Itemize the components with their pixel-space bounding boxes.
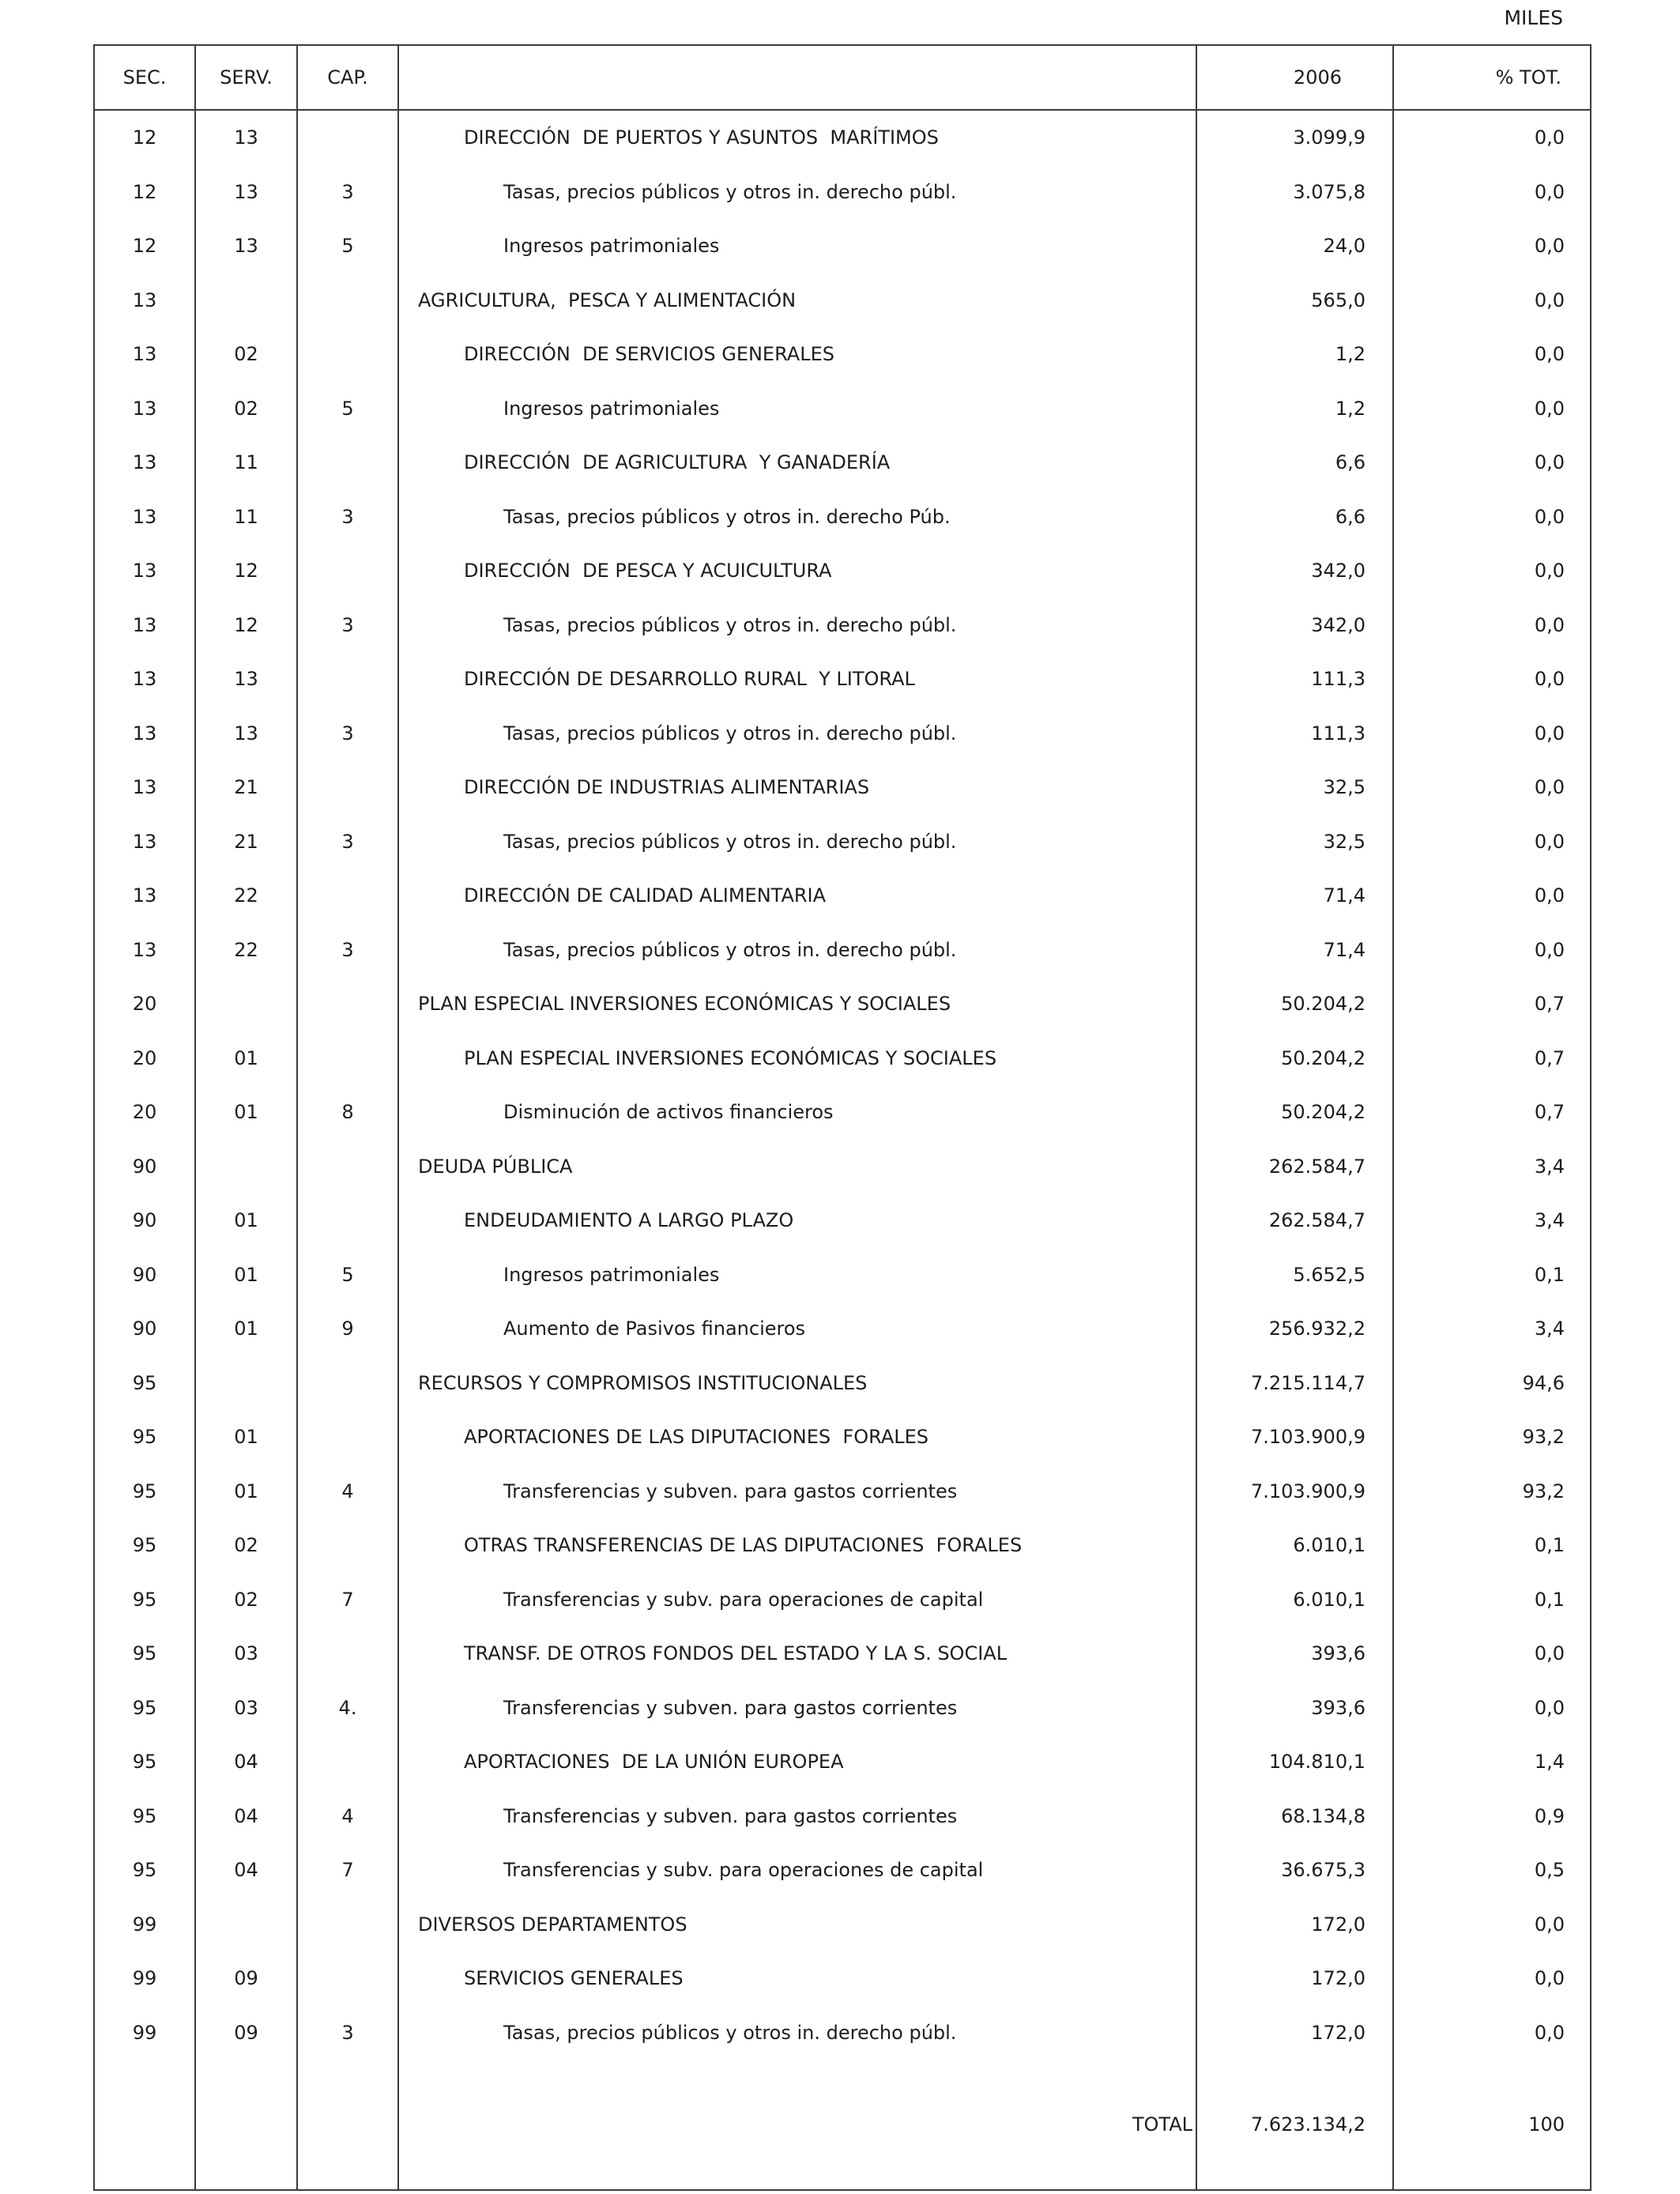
cell-sec: 90 — [95, 1248, 196, 1302]
cell-serv: 21 — [196, 815, 298, 869]
cell-serv: 04 — [196, 1735, 298, 1789]
cell-sec: 20 — [95, 977, 196, 1031]
cell-sec: 95 — [95, 1627, 196, 1681]
cell-cap: 3 — [298, 2006, 399, 2060]
cell-sec: 20 — [95, 1085, 196, 1140]
cell-percent-total: 0,7 — [1534, 1046, 1565, 1069]
cell-cap — [298, 760, 399, 815]
table-row — [95, 219, 1590, 273]
cell-cap — [298, 1356, 399, 1411]
cell-percent-total: 0,0 — [1534, 180, 1565, 203]
cell-sec: 95 — [95, 1789, 196, 1844]
table-row — [95, 435, 1590, 490]
cell-amount-2006: 256.932,2 — [1197, 1302, 1394, 1356]
cell-sec: 95 — [95, 1410, 196, 1465]
cell-description: SERVICIOS GENERALES — [399, 1951, 1197, 2006]
cell-sec: 90 — [95, 1302, 196, 1356]
cell-percent-total: 0,1 — [1534, 1534, 1565, 1557]
cell-serv: 03 — [196, 1627, 298, 1681]
cell-cap — [298, 652, 399, 707]
cell-description: Tasas, precios públicos y otros in. derecho públ. — [399, 707, 1197, 761]
cell-percent-total: 0,0 — [1534, 938, 1565, 961]
cell-percent-total: 0,0 — [1534, 343, 1565, 366]
table-row — [95, 111, 1590, 165]
cell-amount-2006: 1,2 — [1197, 382, 1394, 436]
table-row — [95, 1573, 1590, 1627]
cell-cap — [298, 2098, 399, 2151]
cell-description: Ingresos patrimoniales — [399, 219, 1197, 273]
cell-description: Ingresos patrimoniales — [399, 382, 1197, 436]
table-row — [95, 1140, 1590, 1194]
table-row — [95, 1248, 1590, 1302]
cell-description: DIVERSOS DEPARTAMENTOS — [399, 1898, 1197, 1952]
cell-percent-total: 0,0 — [1534, 288, 1565, 311]
cell-serv: 22 — [196, 869, 298, 923]
cell-cap — [298, 1627, 399, 1681]
cell-amount-2006: 7.215.114,7 — [1197, 1356, 1394, 1411]
table-row — [95, 165, 1590, 220]
table-row — [95, 923, 1590, 978]
cell-amount-2006: 32,5 — [1197, 760, 1394, 815]
cell-serv: 12 — [196, 598, 298, 653]
cell-amount-2006: 393,6 — [1197, 1681, 1394, 1736]
cell-description: Tasas, precios públicos y otros in. derecho públ. — [399, 923, 1197, 978]
cell-description: Tasas, precios públicos y otros in. derecho públ. — [399, 815, 1197, 869]
table-row — [95, 2006, 1590, 2060]
cell-percent-total: 0,0 — [1534, 505, 1565, 528]
column-header-description — [399, 46, 1197, 109]
total-row — [95, 2098, 1590, 2151]
cell-description: DIRECCIÓN DE PESCA Y ACUICULTURA — [399, 544, 1197, 598]
cell-percent-total: 3,4 — [1534, 1209, 1565, 1232]
cell-description — [399, 2060, 1197, 2098]
cell-amount-2006: 68.134,8 — [1197, 1789, 1394, 1844]
cell-cap: 5 — [298, 1248, 399, 1302]
cell-percent-total: 0,0 — [1534, 884, 1565, 907]
cell-description: Tasas, precios públicos y otros in. derecho públ. — [399, 598, 1197, 653]
cell-description: Tasas, precios públicos y otros in. derecho públ. — [399, 165, 1197, 220]
cell-cap: 3 — [298, 490, 399, 545]
cell-serv: 21 — [196, 760, 298, 815]
cell-serv: 02 — [196, 327, 298, 382]
table-row — [95, 490, 1590, 545]
cell-percent-total: 0,0 — [1534, 830, 1565, 853]
table-row — [95, 815, 1590, 869]
table-row — [95, 869, 1590, 923]
column-header-serv: SERV. — [196, 46, 298, 109]
cell-percent-total: 0,0 — [1534, 126, 1565, 149]
cell-cap: 5 — [298, 382, 399, 436]
cell-cap: 3 — [298, 598, 399, 653]
cell-percent-total: 0,0 — [1534, 613, 1565, 636]
cell-sec: 90 — [95, 1193, 196, 1248]
cell-description: DEUDA PÚBLICA — [399, 1140, 1197, 1194]
cell-percent-total: 0,7 — [1534, 993, 1565, 1016]
cell-sec — [95, 2098, 196, 2151]
cell-percent-total: 0,0 — [1534, 2021, 1565, 2044]
cell-description: APORTACIONES DE LAS DIPUTACIONES FORALES — [399, 1410, 1197, 1465]
cell-serv: 11 — [196, 490, 298, 545]
cell-percent-total: 3,4 — [1534, 1155, 1565, 1178]
cell-cap: 4. — [298, 1681, 399, 1736]
budget-income-table — [93, 44, 1591, 2191]
cell-sec: 99 — [95, 1898, 196, 1952]
cell-amount-2006: 111,3 — [1197, 707, 1394, 761]
cell-percent-total: 0,0 — [1534, 668, 1565, 691]
cell-cap: 3 — [298, 815, 399, 869]
cell-serv: 02 — [196, 1518, 298, 1573]
cell-cap: 7 — [298, 1573, 399, 1627]
table-row — [95, 544, 1590, 598]
cell-cap: 4 — [298, 1465, 399, 1519]
cell-serv: 22 — [196, 923, 298, 978]
cell-serv: 01 — [196, 1302, 298, 1356]
cell-sec: 95 — [95, 1573, 196, 1627]
cell-sec: 95 — [95, 1681, 196, 1736]
cell-sec: 99 — [95, 2006, 196, 2060]
table-row — [95, 1302, 1590, 1356]
table-row — [95, 1031, 1590, 1086]
cell-description: DIRECCIÓN DE INDUSTRIAS ALIMENTARIAS — [399, 760, 1197, 815]
cell-cap: 3 — [298, 707, 399, 761]
cell-amount-2006: 172,0 — [1197, 2006, 1394, 2060]
cell-sec: 13 — [95, 382, 196, 436]
cell-sec — [95, 2151, 196, 2189]
cell-amount-2006: 71,4 — [1197, 923, 1394, 978]
table-row — [95, 652, 1590, 707]
cell-serv: 04 — [196, 1789, 298, 1844]
cell-percent-total: 0,5 — [1534, 1859, 1565, 1882]
cell-amount-2006: 262.584,7 — [1197, 1140, 1394, 1194]
table-row — [95, 1735, 1590, 1789]
cell-amount-2006: 172,0 — [1197, 1898, 1394, 1952]
cell-percent-total — [1394, 2151, 1590, 2189]
cell-description: OTRAS TRANSFERENCIAS DE LAS DIPUTACIONES FORALES — [399, 1518, 1197, 1573]
cell-percent-total: 93,2 — [1522, 1426, 1565, 1449]
cell-serv: 09 — [196, 1951, 298, 2006]
cell-serv: 13 — [196, 165, 298, 220]
cell-percent-total: 0,1 — [1534, 1588, 1565, 1611]
cell-cap — [298, 1140, 399, 1194]
cell-amount-2006: 50.204,2 — [1197, 1031, 1394, 1086]
cell-description: RECURSOS Y COMPROMISOS INSTITUCIONALES — [399, 1356, 1197, 1411]
cell-serv — [196, 1898, 298, 1952]
cell-amount-2006 — [1197, 2151, 1394, 2189]
cell-cap: 3 — [298, 923, 399, 978]
cell-serv — [196, 2151, 298, 2189]
cell-sec: 20 — [95, 1031, 196, 1086]
cell-serv: 13 — [196, 219, 298, 273]
cell-sec: 13 — [95, 707, 196, 761]
cell-description: DIRECCIÓN DE DESARROLLO RURAL Y LITORAL — [399, 652, 1197, 707]
cell-cap: 4 — [298, 1789, 399, 1844]
cell-cap — [298, 435, 399, 490]
table-row — [95, 327, 1590, 382]
cell-cap — [298, 544, 399, 598]
cell-amount-2006: 111,3 — [1197, 652, 1394, 707]
cell-description: Ingresos patrimoniales — [399, 1248, 1197, 1302]
cell-description: Transferencias y subven. para gastos corrientes — [399, 1789, 1197, 1844]
cell-cap — [298, 2151, 399, 2189]
cell-amount-2006: 7.103.900,9 — [1197, 1465, 1394, 1519]
table-row — [95, 707, 1590, 761]
cell-amount-2006 — [1197, 2060, 1394, 2098]
cell-description — [399, 2151, 1197, 2189]
cell-cap — [298, 111, 399, 165]
cell-cap — [298, 1951, 399, 2006]
cell-amount-2006: 1,2 — [1197, 327, 1394, 382]
cell-serv: 02 — [196, 382, 298, 436]
cell-sec: 12 — [95, 165, 196, 220]
cell-percent-total: 0,0 — [1534, 235, 1565, 258]
cell-percent-total: 0,0 — [1534, 560, 1565, 582]
cell-amount-2006: 6.010,1 — [1197, 1518, 1394, 1573]
cell-serv — [196, 1356, 298, 1411]
cell-sec: 13 — [95, 544, 196, 598]
cell-description: Transferencias y subv. para operaciones de capital — [399, 1573, 1197, 1627]
column-header-percent-total: % TOT. — [1495, 66, 1561, 89]
column-header-cap: CAP. — [298, 46, 399, 109]
cell-sec: 13 — [95, 923, 196, 978]
cell-percent-total: 0,0 — [1534, 397, 1565, 420]
cell-percent-total: 93,2 — [1522, 1480, 1565, 1502]
cell-description: Transferencias y subven. para gastos corrientes — [399, 1465, 1197, 1519]
cell-serv: 03 — [196, 1681, 298, 1736]
cell-description: Tasas, precios públicos y otros in. derecho públ. — [399, 2006, 1197, 2060]
total-amount-2006: 7.623.134,2 — [1197, 2098, 1394, 2151]
cell-description: DIRECCIÓN DE AGRICULTURA Y GANADERÍA — [399, 435, 1197, 490]
cell-serv: 01 — [196, 1465, 298, 1519]
units-label: MILES — [1504, 6, 1563, 29]
table-row — [95, 977, 1590, 1031]
cell-description: Tasas, precios públicos y otros in. derecho Púb. — [399, 490, 1197, 545]
table-header — [95, 46, 1590, 111]
cell-cap: 3 — [298, 165, 399, 220]
cell-cap — [298, 1031, 399, 1086]
cell-percent-total: 0,1 — [1534, 1263, 1565, 1286]
cell-cap: 5 — [298, 219, 399, 273]
cell-serv: 13 — [196, 111, 298, 165]
cell-description: PLAN ESPECIAL INVERSIONES ECONÓMICAS Y SOCIALES — [399, 977, 1197, 1031]
cell-description: PLAN ESPECIAL INVERSIONES ECONÓMICAS Y SOCIALES — [399, 1031, 1197, 1086]
cell-amount-2006: 6.010,1 — [1197, 1573, 1394, 1627]
cell-amount-2006: 342,0 — [1197, 598, 1394, 653]
cell-amount-2006: 36.675,3 — [1197, 1843, 1394, 1898]
table-row — [95, 1085, 1590, 1140]
cell-sec: 95 — [95, 1735, 196, 1789]
cell-cap — [298, 1898, 399, 1952]
cell-serv: 09 — [196, 2006, 298, 2060]
cell-percent-total: 0,0 — [1534, 722, 1565, 745]
cell-percent-total: 0,0 — [1534, 1696, 1565, 1719]
cell-sec: 95 — [95, 1518, 196, 1573]
cell-amount-2006: 3.099,9 — [1197, 111, 1394, 165]
cell-serv: 01 — [196, 1085, 298, 1140]
cell-percent-total — [1394, 2060, 1590, 2098]
cell-serv: 01 — [196, 1410, 298, 1465]
cell-sec: 12 — [95, 219, 196, 273]
table-row — [95, 760, 1590, 815]
cell-percent-total: 0,9 — [1534, 1804, 1565, 1827]
cell-amount-2006: 32,5 — [1197, 815, 1394, 869]
cell-sec: 90 — [95, 1140, 196, 1194]
cell-sec: 13 — [95, 435, 196, 490]
table-row — [95, 1193, 1590, 1248]
cell-serv: 02 — [196, 1573, 298, 1627]
cell-cap: 7 — [298, 1843, 399, 1898]
cell-description: DIRECCIÓN DE SERVICIOS GENERALES — [399, 327, 1197, 382]
table-row — [95, 598, 1590, 653]
cell-sec: 13 — [95, 652, 196, 707]
cell-amount-2006: 7.103.900,9 — [1197, 1410, 1394, 1465]
table-row — [95, 1465, 1590, 1519]
table-row — [95, 273, 1590, 328]
cell-sec: 13 — [95, 760, 196, 815]
cell-serv: 01 — [196, 1248, 298, 1302]
cell-amount-2006: 104.810,1 — [1197, 1735, 1394, 1789]
table-row — [95, 1898, 1590, 1952]
cell-sec: 95 — [95, 1465, 196, 1519]
cell-cap — [298, 1518, 399, 1573]
cell-description: Disminución de activos financieros — [399, 1085, 1197, 1140]
table-body — [95, 111, 1590, 2189]
table-row — [95, 1843, 1590, 1898]
cell-serv — [196, 2060, 298, 2098]
cell-amount-2006: 3.075,8 — [1197, 165, 1394, 220]
cell-serv — [196, 273, 298, 328]
cell-amount-2006: 6,6 — [1197, 490, 1394, 545]
cell-percent-total: 3,4 — [1534, 1318, 1565, 1340]
cell-amount-2006: 5.652,5 — [1197, 1248, 1394, 1302]
cell-serv: 01 — [196, 1031, 298, 1086]
cell-description: DIRECCIÓN DE PUERTOS Y ASUNTOS MARÍTIMOS — [399, 111, 1197, 165]
cell-sec: 12 — [95, 111, 196, 165]
cell-description: TRANSF. DE OTROS FONDOS DEL ESTADO Y LA S. SOCIAL — [399, 1627, 1197, 1681]
cell-cap: 8 — [298, 1085, 399, 1140]
cell-percent-total: 0,7 — [1534, 1101, 1565, 1124]
cell-serv: 01 — [196, 1193, 298, 1248]
cell-cap — [298, 2060, 399, 2098]
cell-percent-total: 0,0 — [1534, 1967, 1565, 1990]
cell-cap: 9 — [298, 1302, 399, 1356]
cell-description: ENDEUDAMIENTO A LARGO PLAZO — [399, 1193, 1197, 1248]
cell-description: AGRICULTURA, PESCA Y ALIMENTACIÓN — [399, 273, 1197, 328]
cell-serv: 04 — [196, 1843, 298, 1898]
total-label: TOTAL — [399, 2098, 1197, 2151]
cell-amount-2006: 24,0 — [1197, 219, 1394, 273]
cell-sec: 13 — [95, 327, 196, 382]
cell-serv: 13 — [196, 707, 298, 761]
spacer-row — [95, 2060, 1590, 2098]
cell-amount-2006: 50.204,2 — [1197, 1085, 1394, 1140]
cell-sec: 13 — [95, 869, 196, 923]
column-header-sec: SEC. — [95, 46, 196, 109]
cell-percent-total: 0,0 — [1534, 1642, 1565, 1665]
table-row — [95, 1518, 1590, 1573]
table-row — [95, 1356, 1590, 1411]
cell-sec: 95 — [95, 1843, 196, 1898]
cell-sec: 99 — [95, 1951, 196, 2006]
cell-cap — [298, 1410, 399, 1465]
cell-sec: 13 — [95, 273, 196, 328]
cell-percent-total: 0,0 — [1534, 1913, 1565, 1936]
cell-description: APORTACIONES DE LA UNIÓN EUROPEA — [399, 1735, 1197, 1789]
cell-cap — [298, 327, 399, 382]
cell-sec — [95, 2060, 196, 2098]
table-row — [95, 1627, 1590, 1681]
cell-sec: 13 — [95, 598, 196, 653]
cell-serv: 12 — [196, 544, 298, 598]
filler-row — [95, 2151, 1590, 2189]
cell-percent-total: 0,0 — [1534, 451, 1565, 474]
cell-cap — [298, 869, 399, 923]
cell-sec: 95 — [95, 1356, 196, 1411]
cell-serv — [196, 977, 298, 1031]
table-row — [95, 1951, 1590, 2006]
cell-amount-2006: 50.204,2 — [1197, 977, 1394, 1031]
total-percent: 100 — [1528, 2113, 1565, 2136]
table-row — [95, 1410, 1590, 1465]
cell-description: DIRECCIÓN DE CALIDAD ALIMENTARIA — [399, 869, 1197, 923]
table-row — [95, 382, 1590, 436]
cell-percent-total: 0,0 — [1534, 776, 1565, 799]
cell-description: Transferencias y subven. para gastos corrientes — [399, 1681, 1197, 1736]
cell-amount-2006: 6,6 — [1197, 435, 1394, 490]
cell-sec: 13 — [95, 490, 196, 545]
column-header-year-2006: 2006 — [1197, 46, 1394, 109]
cell-serv: 11 — [196, 435, 298, 490]
cell-amount-2006: 71,4 — [1197, 869, 1394, 923]
cell-serv — [196, 1140, 298, 1194]
cell-cap — [298, 1193, 399, 1248]
cell-cap — [298, 977, 399, 1031]
cell-serv: 13 — [196, 652, 298, 707]
cell-amount-2006: 262.584,7 — [1197, 1193, 1394, 1248]
table-row — [95, 1681, 1590, 1736]
cell-amount-2006: 172,0 — [1197, 1951, 1394, 2006]
cell-percent-total: 1,4 — [1534, 1751, 1565, 1774]
cell-description: Transferencias y subv. para operaciones de capital — [399, 1843, 1197, 1898]
cell-serv — [196, 2098, 298, 2151]
cell-amount-2006: 342,0 — [1197, 544, 1394, 598]
cell-amount-2006: 565,0 — [1197, 273, 1394, 328]
cell-amount-2006: 393,6 — [1197, 1627, 1394, 1681]
cell-sec: 13 — [95, 815, 196, 869]
cell-description: Aumento de Pasivos financieros — [399, 1302, 1197, 1356]
table-row — [95, 1789, 1590, 1844]
cell-cap — [298, 273, 399, 328]
cell-cap — [298, 1735, 399, 1789]
cell-percent-total: 94,6 — [1522, 1371, 1565, 1394]
